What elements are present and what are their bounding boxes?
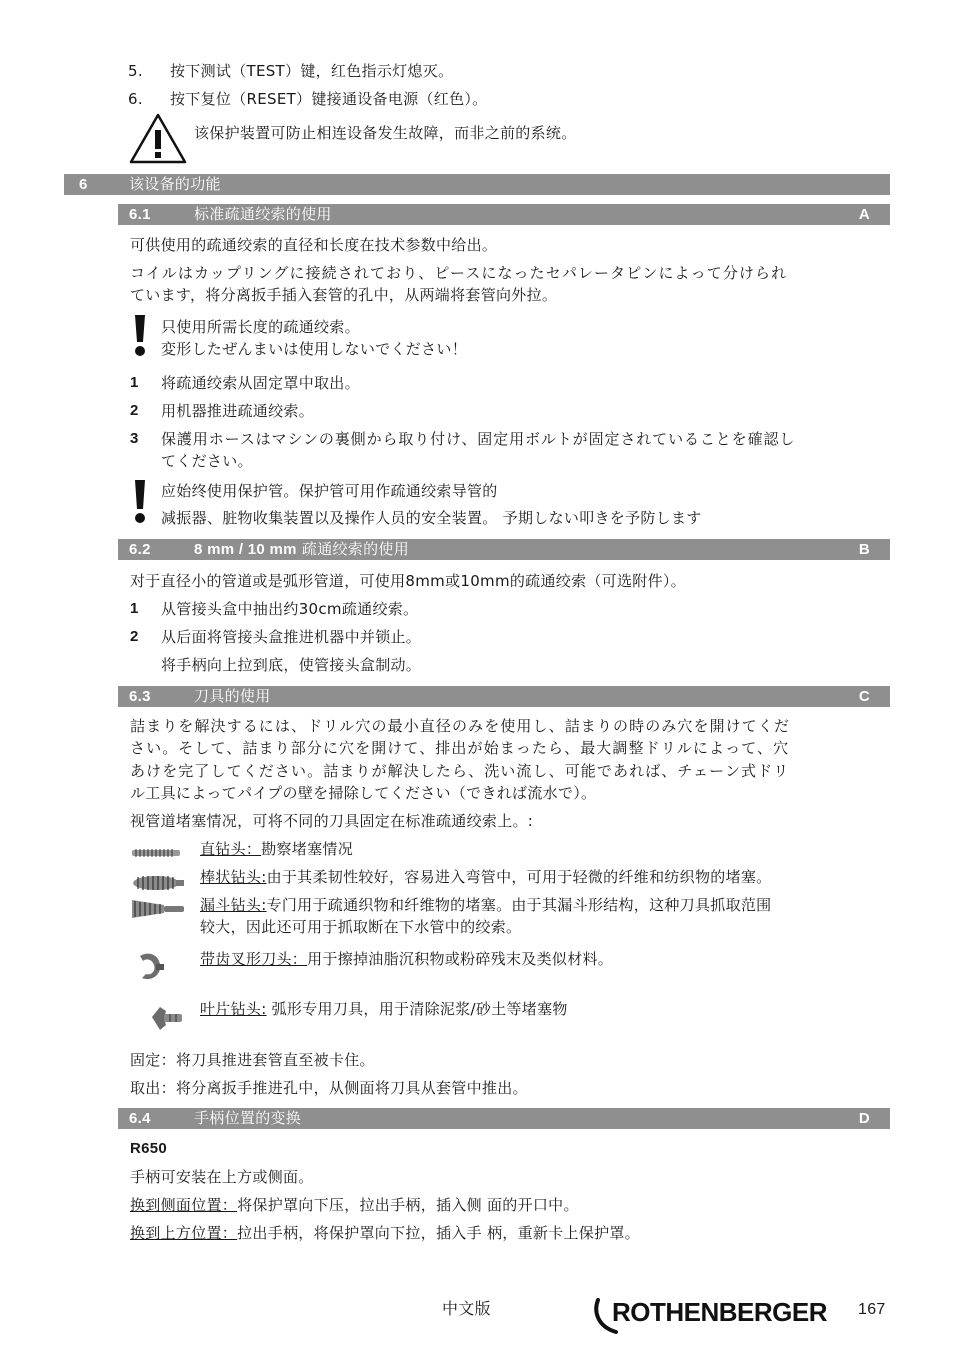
s62-paragraph-2: 将手柄向上拉到底，使管接头盒制动。 xyxy=(161,656,422,674)
section-6-3-figure-letter: C xyxy=(858,688,870,705)
s64-side-position-label: 换到侧面位置： xyxy=(130,1196,238,1214)
section-6-4-title: 手柄位置的变换 xyxy=(194,1109,302,1127)
s64-top-position-text: 拉出手柄，将保护罩向下拉，插入手 柄，重新卡上保护罩。 xyxy=(237,1224,640,1242)
bulb-auger-icon xyxy=(130,873,186,893)
section-6-1-number: 6.1 xyxy=(129,206,151,223)
footer-language: 中文版 xyxy=(442,1299,491,1318)
exclamation-icon xyxy=(133,313,147,357)
section-6-2-title-size: 8 mm / 10 mm xyxy=(194,541,297,558)
s63-paragraph-4: 取出：将分离扳手推进孔中，从侧面将刀具从套管中推出。 xyxy=(130,1079,528,1097)
tool-funnel-auger-name: 漏斗钻头: xyxy=(200,896,267,914)
section-6-2-title-text: 疏通绞索的使用 xyxy=(296,540,409,558)
tool-funnel-auger-desc: 专门用于疏通织物和纤维物的堵塞。由于其漏斗形结构，这种刀具抓取范围 xyxy=(266,896,772,914)
s61-note-1-line-2: 変形したぜんまいは使用しないでください！ xyxy=(161,340,468,358)
tool-funnel-auger-desc-cont: 较大，因此还可用于抓取断在下水管中的绞索。 xyxy=(200,918,522,936)
s64-top-position xyxy=(130,1223,640,1243)
section-6-3-title: 刀具的使用 xyxy=(194,687,271,705)
intro-item-5-number: 5. xyxy=(128,62,143,80)
warning-text: 该保护装置可防止相连设备发生故障，而非之前的系统。 xyxy=(194,124,577,142)
tool-straight-drill-desc: 勘察堵塞情况 xyxy=(261,840,354,858)
intro-item-5-text: 按下测试（TEST）键，红色指示灯熄灭。 xyxy=(170,62,454,80)
straight-drill-icon xyxy=(130,846,182,860)
exclamation-icon xyxy=(133,478,147,524)
s63-paragraph-1-line-3: あけを完了してください。詰まりが解決したら、洗い流し、可能であれば、チェーン式ドリ xyxy=(130,762,790,780)
s61-step-2-number: 2 xyxy=(130,402,139,419)
s61-step-1-text: 将疏通绞索从固定罩中取出。 xyxy=(161,374,360,392)
s63-paragraph-1-line-2: さい。そして、詰まり部分に穴を開けて、排出が始まったら、最大調整ドリルによって、穴 xyxy=(130,739,790,757)
s62-step-1-text: 从管接头盒中抽出约30cm疏通绞索。 xyxy=(161,600,419,618)
tool-funnel-auger xyxy=(200,895,771,915)
s64-top-position-label: 换到上方位置： xyxy=(130,1224,238,1242)
section-6-number: 6 xyxy=(79,176,88,193)
s62-paragraph-1: 对于直径小的管道或是弧形管道，可使用8mm或10mm的疏通绞索（可选附件）。 xyxy=(130,572,686,590)
tool-fork-cutter-desc: 用于擦掉油脂沉积物或粉碎残末及类似材料。 xyxy=(307,950,614,968)
page-number: 167 xyxy=(858,1301,886,1318)
tool-blade-cutter xyxy=(200,999,568,1019)
tool-bulb-auger-name: 棒状钻头: xyxy=(200,868,267,886)
s64-side-position xyxy=(130,1195,579,1215)
s62-step-2-number: 2 xyxy=(130,628,139,645)
s61-note-1-line-1: 只使用所需长度的疏通绞索。 xyxy=(161,318,360,336)
tool-bulb-auger-desc: 由于其柔韧性较好，容易进入弯管中，可用于轻微的纤维和纺织物的堵塞。 xyxy=(266,868,772,886)
s61-step-1-number: 1 xyxy=(130,374,139,391)
section-6-header xyxy=(64,174,890,195)
funnel-auger-icon xyxy=(130,897,188,921)
logo-brand-text: ROTHENBERGER xyxy=(612,1297,828,1327)
intro-item-6-number: 6. xyxy=(128,90,143,108)
s62-step-1-number: 1 xyxy=(130,600,139,617)
s63-paragraph-1-line-4: ル工具によってパイプの壁を掃除してください（できれば流水で）。 xyxy=(130,784,597,802)
s62-step-2-text: 从后面将管接头盒推进机器中并锁止。 xyxy=(161,628,422,646)
section-6-4-number: 6.4 xyxy=(129,1110,151,1127)
tool-straight-drill-name: 直钻头： xyxy=(200,840,262,858)
s61-paragraph-2-line-2: ています，将分离扳手插入套管的孔中，从两端将套管向外拉。 xyxy=(130,286,558,304)
s64-side-position-text: 将保护罩向下压，拉出手柄，插入侧 面的开口中。 xyxy=(237,1196,579,1214)
s63-paragraph-1-line-1: 詰まりを解決するには、ドリル穴の最小直径のみを使用し、詰まりの時のみ穴を開けてくだ xyxy=(130,717,791,735)
warning-triangle-icon xyxy=(128,112,188,165)
blade-cutter-icon xyxy=(150,1003,184,1033)
s61-note-2-line-2: 减振器、脏物收集装置以及操作人员的安全装置。 予期しない叩きを予防します xyxy=(161,509,702,527)
section-6-2-number: 6.2 xyxy=(129,541,151,558)
tool-blade-cutter-name: 叶片钻头: xyxy=(200,1000,267,1018)
s61-paragraph-1: 可供使用的疏通绞索的直径和长度在技术参数中给出。 xyxy=(130,236,498,254)
s61-step-3-number: 3 xyxy=(130,430,139,447)
tool-bulb-auger xyxy=(200,867,771,887)
s61-step-2-text: 用机器推进疏通绞索。 xyxy=(161,402,315,420)
s63-paragraph-3: 固定：将刀具推进套管直至被卡住。 xyxy=(130,1051,375,1069)
section-6-1-figure-letter: A xyxy=(858,206,870,223)
tool-straight-drill xyxy=(200,839,353,859)
intro-item-6-text: 按下复位（RESET）键接通设备电源（红色）。 xyxy=(170,90,488,108)
section-6-2-header xyxy=(118,539,890,560)
tool-blade-cutter-desc: 弧形专用刀具，用于清除泥浆/砂土等堵塞物 xyxy=(266,1000,568,1018)
section-6-4-figure-letter: D xyxy=(858,1110,870,1127)
s61-step-3-text-cont: てください。 xyxy=(161,452,253,470)
s61-step-3-text: 保護用ホースはマシンの裏側から取り付け、固定用ボルトが固定されていることを確認し xyxy=(161,430,796,448)
section-6-1-header xyxy=(118,204,890,225)
section-6-3-number: 6.3 xyxy=(129,688,151,705)
section-6-2-title xyxy=(194,539,409,560)
section-6-3-header xyxy=(118,686,890,707)
tool-fork-cutter xyxy=(200,949,613,969)
fork-cutter-icon xyxy=(136,950,166,984)
s64-paragraph-1: 手柄可安装在上方或侧面。 xyxy=(130,1168,314,1186)
s61-paragraph-2-line-1: コイルはカップリングに接続されており、ピースになったセパレータピンによって分けられ xyxy=(130,264,788,282)
tool-fork-cutter-name: 带齿叉形刀头： xyxy=(200,950,308,968)
s64-model: R650 xyxy=(130,1140,168,1157)
section-6-4-header xyxy=(118,1108,890,1129)
section-6-1-title: 标准疏通绞索的使用 xyxy=(194,205,332,223)
s61-note-2-line-1: 应始终使用保护管。保护管可用作疏通绞索导管的 xyxy=(161,482,498,500)
section-6-2-figure-letter: B xyxy=(858,541,870,558)
s63-paragraph-2: 视管道堵塞情况，可将不同的刀具固定在标准疏通绞索上。: xyxy=(130,812,534,830)
section-6-title: 该设备的功能 xyxy=(129,175,221,193)
